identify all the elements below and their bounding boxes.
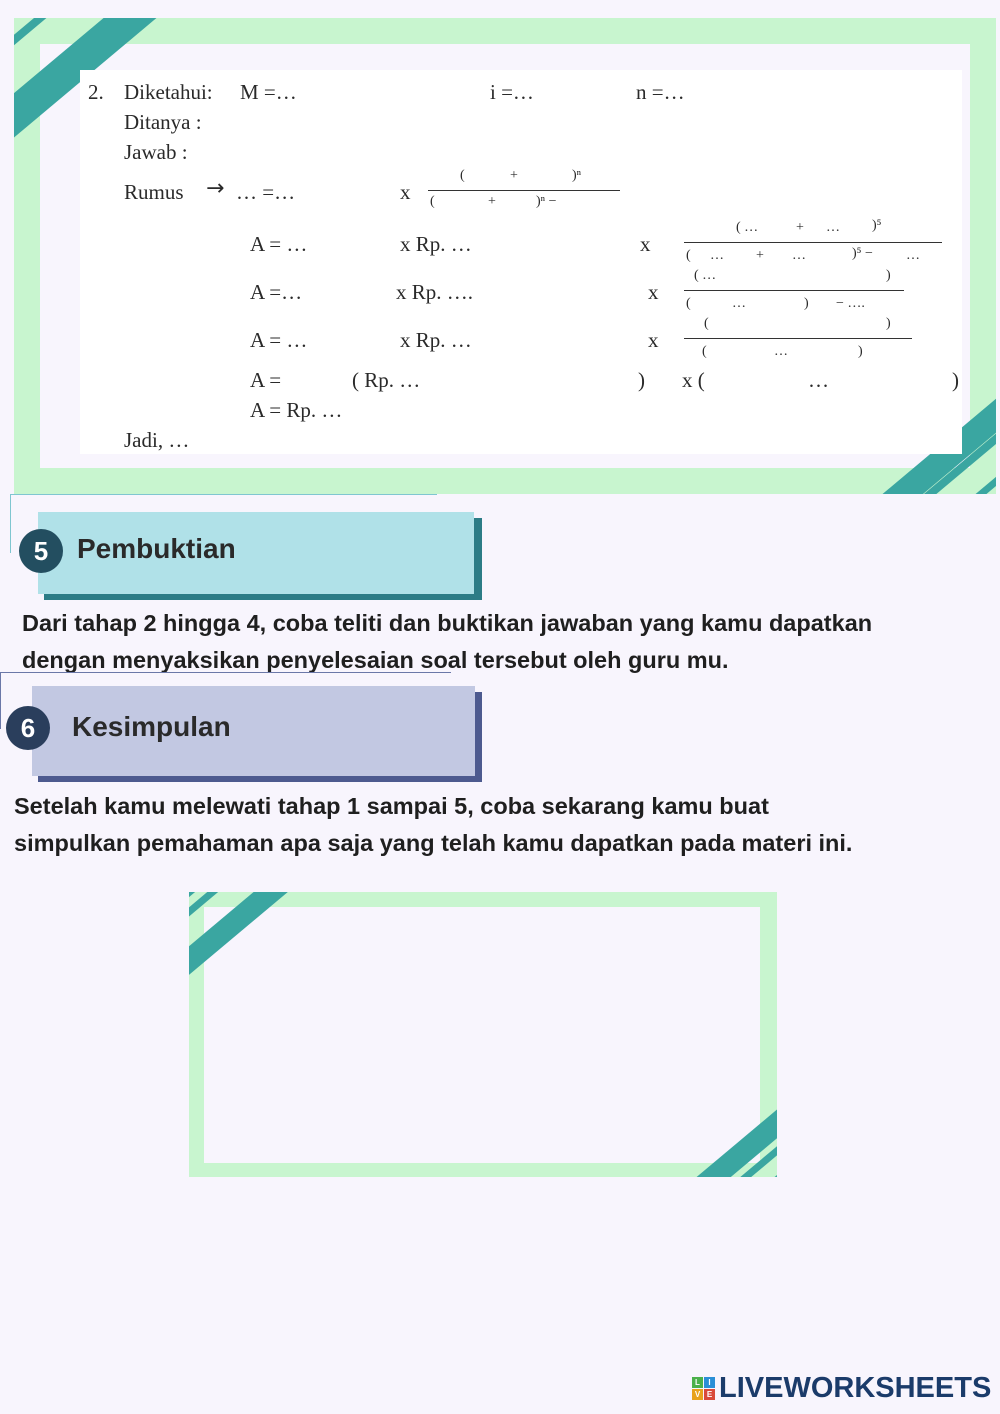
exercise-sheet [80,70,962,454]
fraction-text: ) [886,268,891,283]
fraction-text: + [510,168,518,183]
row4-end: ) [952,368,959,392]
m-field[interactable]: M =… [240,80,297,104]
fraction-text: ( [686,248,691,263]
diketahui-label: Diketahui: [124,80,213,104]
times-symbol: x [400,180,411,204]
i-field[interactable]: i =… [490,80,534,104]
rumus-lhs-field[interactable]: … =… [236,180,296,204]
jawab-label: Jawab : [124,140,188,164]
fraction-text: + [756,248,764,263]
rumus-label: Rumus [124,180,184,204]
row1-fraction [684,220,946,268]
fraction-text: ( [460,168,465,183]
fraction-text: ) [886,316,891,331]
fraction-field[interactable]: ( … [736,220,759,235]
logo-letter: I [704,1377,715,1388]
logo-icon [692,1377,715,1400]
section5-text [22,605,872,679]
row2-mid-field[interactable]: x Rp. …. [396,280,474,304]
row2-lhs-field[interactable]: A =… [250,280,303,304]
exercise-number: 2. [88,80,104,104]
fraction-bar [684,338,912,339]
fraction-bar [684,242,942,243]
ditanya-label: Ditanya : [124,110,202,134]
section6-number-badge: 6 [6,706,50,750]
fraction-text: )⁵ [872,218,882,233]
section6-text-line: simpulkan pemahaman apa saja yang telah kamu dapatkan pada materi ini. [14,830,853,856]
jadi-field[interactable]: Jadi, … [124,428,190,452]
section5-text-line: Dari tahap 2 hingga 4, coba teliti dan buktikan jawaban yang kamu dapatkan [22,610,873,636]
section6-title: Kesimpulan [72,711,231,742]
row4-lhs: A = [250,368,282,392]
row1-lhs-field[interactable]: A = … [250,232,308,256]
row3-lhs-field[interactable]: A = … [250,328,308,352]
fraction-field[interactable]: … [826,220,840,235]
n-field[interactable]: n =… [636,80,685,104]
fraction-text: + [488,194,496,209]
liveworksheets-logo [692,1372,991,1405]
fraction-text: ( [704,316,709,331]
row4-times: x ( [682,368,705,392]
logo-letter: E [704,1389,715,1400]
fraction-text: ) [858,344,863,359]
fraction-field[interactable]: … [792,248,806,263]
row2-fraction [684,268,908,316]
fraction-bar [428,190,620,191]
times-symbol: x [640,232,651,256]
row1-mid-field[interactable]: x Rp. … [400,232,472,256]
fraction-text: ) [804,296,809,311]
row3-mid-field[interactable]: x Rp. … [400,328,472,352]
fraction-field[interactable]: … [710,248,724,263]
fraction-field[interactable]: … [732,296,746,311]
section5-text-line: dengan menyaksikan penyelesaian soal tersebut oleh guru mu. [22,647,729,673]
fraction-text: )ⁿ [572,168,582,183]
fraction-field[interactable]: − …. [836,296,865,311]
fraction-text: ( [686,296,691,311]
row4-dots-field[interactable]: … [808,368,829,392]
fraction-field[interactable]: … [774,344,788,359]
arrow-right-icon: → [206,176,225,201]
fraction-text: + [796,220,804,235]
row4-mid-field[interactable]: ( Rp. … [352,368,421,392]
section6-text [14,788,852,862]
fraction-text: ( [702,344,707,359]
logo-text: LIVEWORKSHEETS [719,1372,992,1404]
section6-text-line: Setelah kamu melewati tahap 1 sampai 5, coba sekarang kamu buat [14,793,769,819]
fraction-text: )⁵ − [852,246,873,261]
section5-title: Pembuktian [77,533,236,564]
row3-fraction [684,316,916,364]
conclusion-answer-frame [189,892,777,1177]
fraction-text: ( [430,194,435,209]
fraction-bar [684,290,904,291]
times-symbol: x [648,328,659,352]
fraction-field[interactable]: … [906,248,920,263]
fraction-text: )ⁿ − [536,194,557,209]
section5-number-badge: 5 [19,529,63,573]
fraction-field[interactable]: ( … [694,268,717,283]
logo-letter: L [692,1377,703,1388]
row4-close: ) [638,368,645,392]
conclusion-answer-area[interactable] [204,907,760,1163]
times-symbol: x [648,280,659,304]
rumus-fraction [426,168,626,214]
logo-letter: V [692,1389,703,1400]
row5-field[interactable]: A = Rp. … [250,398,343,422]
